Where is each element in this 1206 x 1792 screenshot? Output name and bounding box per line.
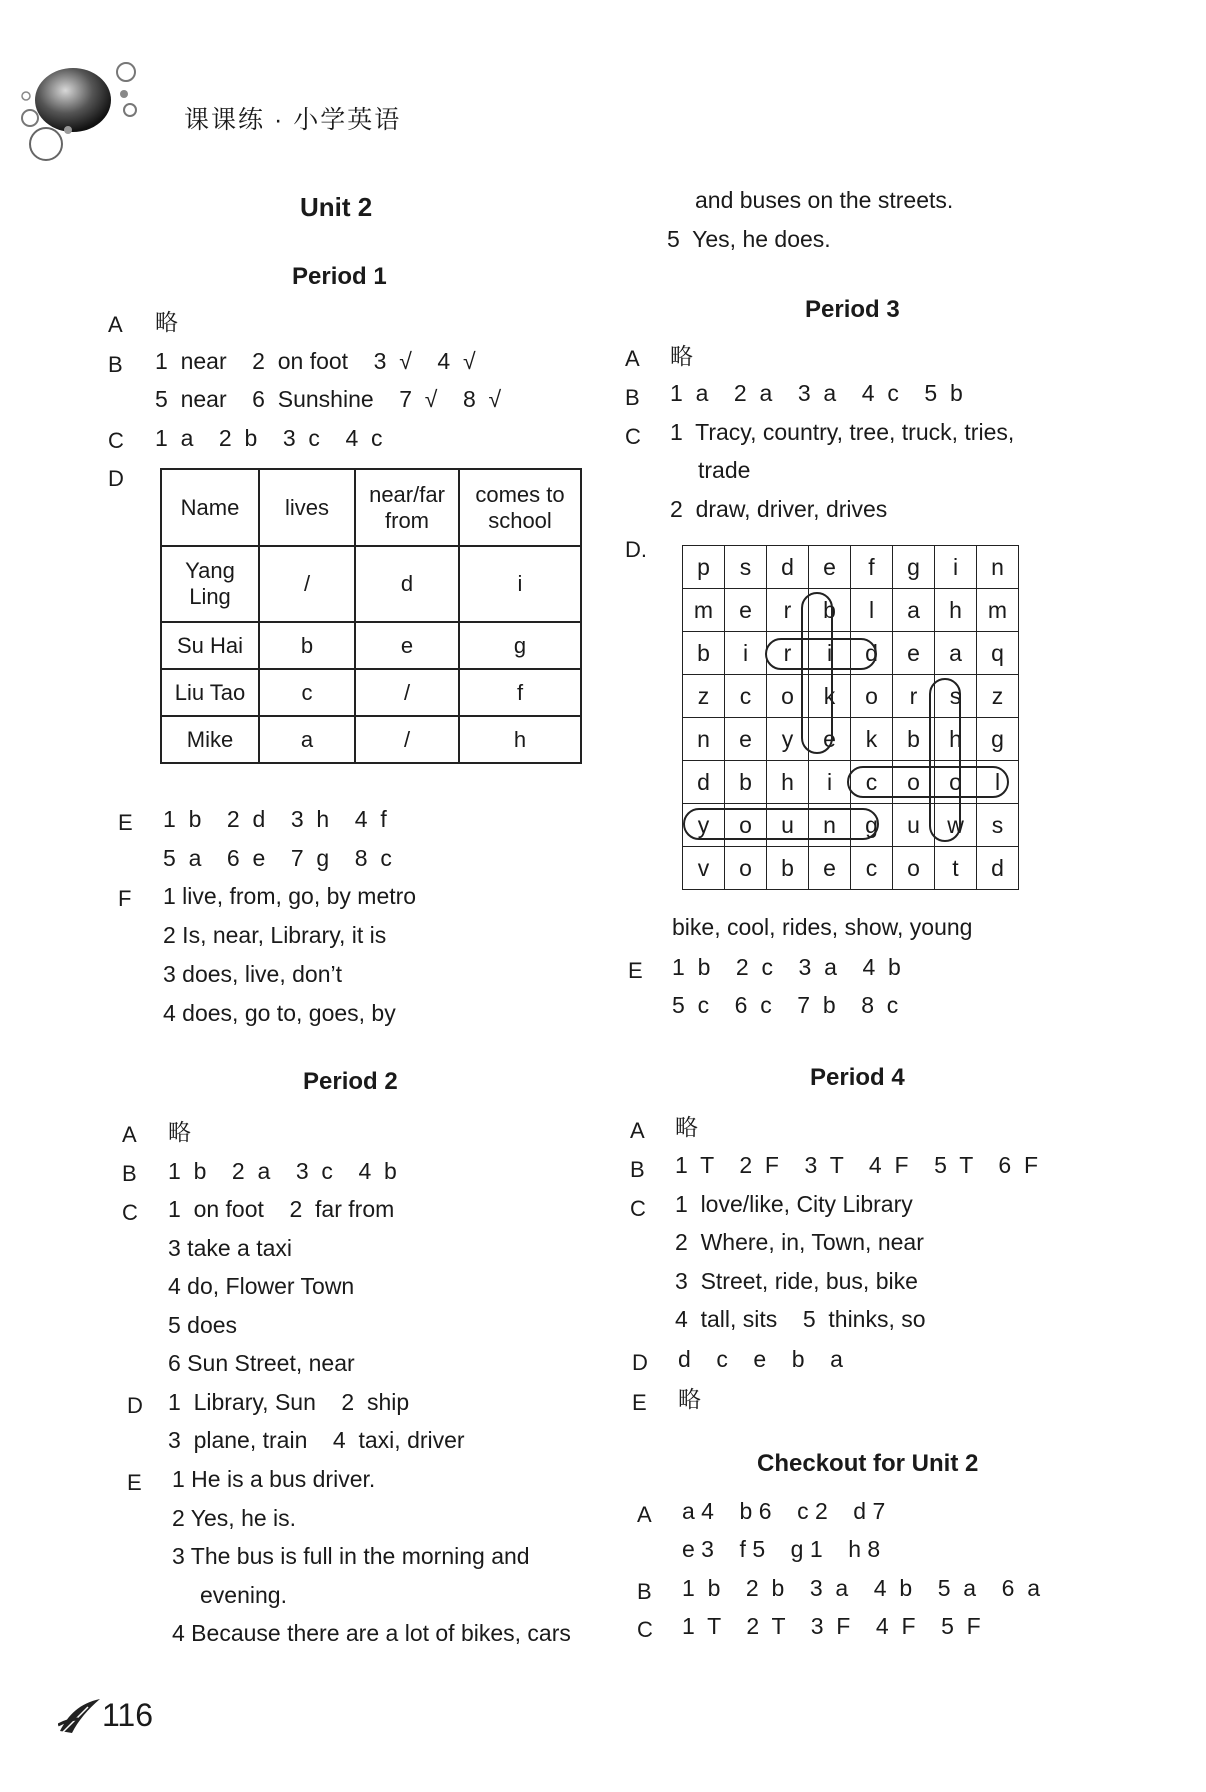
grid-cell: t bbox=[935, 847, 977, 890]
grid-cell: z bbox=[683, 675, 725, 718]
grid-cell: p bbox=[683, 546, 725, 589]
grid-cell: r bbox=[893, 675, 935, 718]
p2-a-text: 略 bbox=[168, 1119, 191, 1145]
grid-cell: k bbox=[851, 718, 893, 761]
p3-c-line2: trade bbox=[698, 457, 751, 483]
p2-c-line2: 3 take a taxi bbox=[168, 1235, 293, 1261]
table-cell: b bbox=[259, 622, 355, 669]
p4-e-label: E bbox=[632, 1390, 647, 1415]
grid-cell: e bbox=[725, 589, 767, 632]
grid-cell: a bbox=[893, 589, 935, 632]
grid-cell: g bbox=[893, 546, 935, 589]
grid-cell: s bbox=[977, 804, 1019, 847]
p2-e-line5: 4 Because there are a lot of bikes, cars bbox=[172, 1620, 571, 1646]
p2-d-line1: 1 Library, Sun 2 ship bbox=[168, 1389, 410, 1415]
grid-cell: q bbox=[977, 632, 1019, 675]
grid-cell: i bbox=[935, 546, 977, 589]
p3-a-label: A bbox=[625, 346, 640, 371]
grid-cell: i bbox=[809, 632, 851, 675]
period1-title: Period 1 bbox=[292, 263, 387, 290]
grid-cell: g bbox=[977, 718, 1019, 761]
table-row bbox=[161, 716, 581, 763]
word-search-highlights bbox=[682, 545, 1016, 889]
p2-e-line2: 2 Yes, he is. bbox=[172, 1505, 297, 1531]
grid-cell: o bbox=[935, 761, 977, 804]
p1-b-label: B bbox=[108, 352, 123, 377]
table-cell: / bbox=[355, 716, 459, 763]
p2-c-line4: 5 does bbox=[168, 1312, 238, 1338]
grid-cell: u bbox=[893, 804, 935, 847]
p3-e-line2: 5 c 6 c 7 b 8 c bbox=[672, 992, 899, 1018]
grid-cell: w bbox=[935, 804, 977, 847]
table-cell: i bbox=[459, 546, 581, 622]
table-cell: h bbox=[459, 716, 581, 763]
continued-line: and buses on the streets. bbox=[695, 187, 954, 213]
p2-c-line1: 1 on foot 2 far from bbox=[168, 1196, 395, 1222]
table-header-row bbox=[161, 469, 581, 546]
p4-e-text: 略 bbox=[678, 1386, 701, 1412]
p1-c-text: 1 a 2 b 3 c 4 c bbox=[155, 425, 383, 451]
period4-title: Period 4 bbox=[810, 1064, 905, 1091]
ck-b-text: 1 b 2 b 3 a 4 b 5 a 6 a bbox=[682, 1575, 1040, 1601]
p4-c-line3: 3 Street, ride, bus, bike bbox=[675, 1268, 918, 1294]
p1-e-line2: 5 a 6 e 7 g 8 c bbox=[163, 845, 392, 871]
table-row bbox=[161, 622, 581, 669]
grid-cell: r bbox=[767, 632, 809, 675]
grid-cell: d bbox=[683, 761, 725, 804]
table-cell: / bbox=[355, 669, 459, 716]
grid-cell: e bbox=[809, 546, 851, 589]
grid-cell: r bbox=[767, 589, 809, 632]
continued-answer: 5 Yes, he does. bbox=[667, 226, 831, 252]
p1-a-label: A bbox=[108, 312, 123, 337]
grid-cell: b bbox=[767, 847, 809, 890]
p4-c-label: C bbox=[630, 1196, 646, 1221]
highlight-show bbox=[930, 679, 960, 841]
checkout-title: Checkout for Unit 2 bbox=[757, 1450, 979, 1477]
p4-c-line1: 1 love/like, City Library bbox=[675, 1191, 913, 1217]
table-cell: a bbox=[259, 716, 355, 763]
table-cell: / bbox=[259, 546, 355, 622]
grid-cell: d bbox=[767, 546, 809, 589]
grid-cell: d bbox=[851, 632, 893, 675]
p1-c-label: C bbox=[108, 428, 124, 453]
info-table bbox=[160, 468, 582, 764]
ck-a-line2: e 3 f 5 g 1 h 8 bbox=[682, 1536, 881, 1562]
header-comes-to-school: comes to school bbox=[459, 469, 581, 546]
grid-cell: o bbox=[725, 804, 767, 847]
p4-d-text: d c e b a bbox=[678, 1346, 843, 1372]
p3-c-line1: 1 Tracy, country, tree, truck, tries, bbox=[670, 419, 1015, 445]
p2-d-label: D bbox=[127, 1393, 143, 1418]
p2-e-line3: 3 The bus is full in the morning and bbox=[172, 1543, 530, 1569]
p4-a-label: A bbox=[630, 1118, 645, 1143]
p2-e-line4: evening. bbox=[200, 1582, 287, 1608]
grid-cell: n bbox=[977, 546, 1019, 589]
grid-cell: o bbox=[767, 675, 809, 718]
leaf-icon bbox=[58, 1695, 102, 1735]
grid-cell: h bbox=[935, 718, 977, 761]
grid-cell: d bbox=[977, 847, 1019, 890]
p4-a-text: 略 bbox=[675, 1114, 698, 1140]
grid-cell: e bbox=[893, 632, 935, 675]
grid-cell: o bbox=[851, 675, 893, 718]
page-number: 116 bbox=[102, 1697, 154, 1733]
p1-f-line3: 3 does, live, don’t bbox=[163, 961, 343, 987]
table-cell: e bbox=[355, 622, 459, 669]
p1-b-line1: 1 near 2 on foot 3 √ 4 √ bbox=[155, 348, 476, 374]
grid-cell: m bbox=[683, 589, 725, 632]
grid-cell: b bbox=[893, 718, 935, 761]
p1-f-label: F bbox=[118, 886, 132, 911]
p1-b-line2: 5 near 6 Sunshine 7 √ 8 √ bbox=[155, 386, 502, 412]
p3-d-answer: bike, cool, rides, show, young bbox=[672, 914, 973, 940]
grid-cell: k bbox=[809, 675, 851, 718]
p4-d-label: D bbox=[632, 1350, 648, 1375]
grid-cell: b bbox=[683, 632, 725, 675]
p1-f-line2: 2 Is, near, Library, it is bbox=[163, 922, 387, 948]
grid-cell: s bbox=[725, 546, 767, 589]
period2-title: Period 2 bbox=[303, 1068, 398, 1095]
grid-cell: b bbox=[725, 761, 767, 804]
period3-title: Period 3 bbox=[805, 296, 900, 323]
p2-c-label: C bbox=[122, 1200, 138, 1225]
ck-b-label: B bbox=[637, 1579, 652, 1604]
grid-cell: l bbox=[977, 761, 1019, 804]
grid-cell: o bbox=[725, 847, 767, 890]
table-cell: Yang Ling bbox=[161, 546, 259, 622]
grid-cell: c bbox=[725, 675, 767, 718]
ck-a-label: A bbox=[637, 1502, 652, 1527]
grid-cell: o bbox=[893, 761, 935, 804]
ck-a-line1: a 4 b 6 c 2 d 7 bbox=[682, 1498, 886, 1524]
grid-cell: c bbox=[851, 761, 893, 804]
p3-c-label: C bbox=[625, 424, 641, 449]
p1-a-text: 略 bbox=[155, 309, 178, 335]
p2-c-line5: 6 Sun Street, near bbox=[168, 1350, 355, 1376]
grid-cell: h bbox=[935, 589, 977, 632]
grid-cell: n bbox=[809, 804, 851, 847]
grid-cell: f bbox=[851, 546, 893, 589]
grid-cell: e bbox=[725, 718, 767, 761]
highlight-cool bbox=[848, 767, 1008, 797]
p2-b-label: B bbox=[122, 1161, 137, 1186]
p2-e-line1: 1 He is a bus driver. bbox=[172, 1466, 376, 1492]
p1-d-label: D bbox=[108, 466, 124, 491]
p4-c-line4: 4 tall, sits 5 thinks, so bbox=[675, 1306, 926, 1332]
p3-b-label: B bbox=[625, 385, 640, 410]
p2-d-line2: 3 plane, train 4 taxi, driver bbox=[168, 1427, 465, 1453]
grid-cell: s bbox=[935, 675, 977, 718]
highlight-bike bbox=[802, 593, 832, 753]
grid-cell: i bbox=[809, 761, 851, 804]
grid-cell: n bbox=[683, 718, 725, 761]
grid-cell: y bbox=[683, 804, 725, 847]
table-row bbox=[161, 669, 581, 716]
p4-b-text: 1 T 2 F 3 T 4 F 5 T 6 F bbox=[675, 1152, 1039, 1178]
grid-cell: h bbox=[767, 761, 809, 804]
p3-e-line1: 1 b 2 c 3 a 4 b bbox=[672, 954, 901, 980]
p4-c-line2: 2 Where, in, Town, near bbox=[675, 1229, 924, 1255]
table-row bbox=[161, 546, 581, 622]
grid-cell: y bbox=[767, 718, 809, 761]
table-cell: Su Hai bbox=[161, 622, 259, 669]
p2-e-label: E bbox=[127, 1470, 142, 1495]
table-cell: Mike bbox=[161, 716, 259, 763]
highlight-young bbox=[684, 809, 878, 839]
p1-e-label: E bbox=[118, 810, 133, 835]
p4-b-label: B bbox=[630, 1157, 645, 1182]
grid-cell: a bbox=[935, 632, 977, 675]
bubbles-logo-icon bbox=[18, 52, 158, 162]
grid-cell: e bbox=[809, 718, 851, 761]
grid-cell: v bbox=[683, 847, 725, 890]
p3-e-label: E bbox=[628, 958, 643, 983]
grid-cell: c bbox=[851, 847, 893, 890]
grid-cell: u bbox=[767, 804, 809, 847]
table-cell: d bbox=[355, 546, 459, 622]
header-title: 课课练 · 小学英语 bbox=[184, 106, 402, 134]
p2-b-text: 1 b 2 a 3 c 4 b bbox=[168, 1158, 397, 1184]
grid-cell: i bbox=[725, 632, 767, 675]
table-cell: Liu Tao bbox=[161, 669, 259, 716]
grid-cell: b bbox=[809, 589, 851, 632]
p2-a-label: A bbox=[122, 1122, 137, 1147]
grid-cell: l bbox=[851, 589, 893, 632]
header-name: Name bbox=[161, 469, 259, 546]
p1-e-line1: 1 b 2 d 3 h 4 f bbox=[163, 806, 387, 832]
p3-b-text: 1 a 2 a 3 a 4 c 5 b bbox=[670, 380, 963, 406]
grid-cell: g bbox=[851, 804, 893, 847]
p3-d-label: D. bbox=[625, 537, 647, 562]
table-cell: g bbox=[459, 622, 581, 669]
header-near-far: near/far from bbox=[355, 469, 459, 546]
p2-c-line3: 4 do, Flower Town bbox=[168, 1273, 355, 1299]
grid-cell: o bbox=[893, 847, 935, 890]
header-lives: lives bbox=[259, 469, 355, 546]
table-cell: f bbox=[459, 669, 581, 716]
p1-f-line4: 4 does, go to, goes, by bbox=[163, 1000, 396, 1026]
p3-a-text: 略 bbox=[670, 343, 693, 369]
ck-c-text: 1 T 2 T 3 F 4 F 5 F bbox=[682, 1613, 981, 1639]
p1-f-line1: 1 live, from, go, by metro bbox=[163, 883, 417, 909]
grid-cell: m bbox=[977, 589, 1019, 632]
ck-c-label: C bbox=[637, 1617, 653, 1642]
highlight-rides bbox=[766, 639, 876, 669]
unit-title: Unit 2 bbox=[300, 192, 373, 222]
p3-c-line3: 2 draw, driver, drives bbox=[670, 496, 888, 522]
grid-cell: z bbox=[977, 675, 1019, 718]
grid-cell: e bbox=[809, 847, 851, 890]
table-cell: c bbox=[259, 669, 355, 716]
